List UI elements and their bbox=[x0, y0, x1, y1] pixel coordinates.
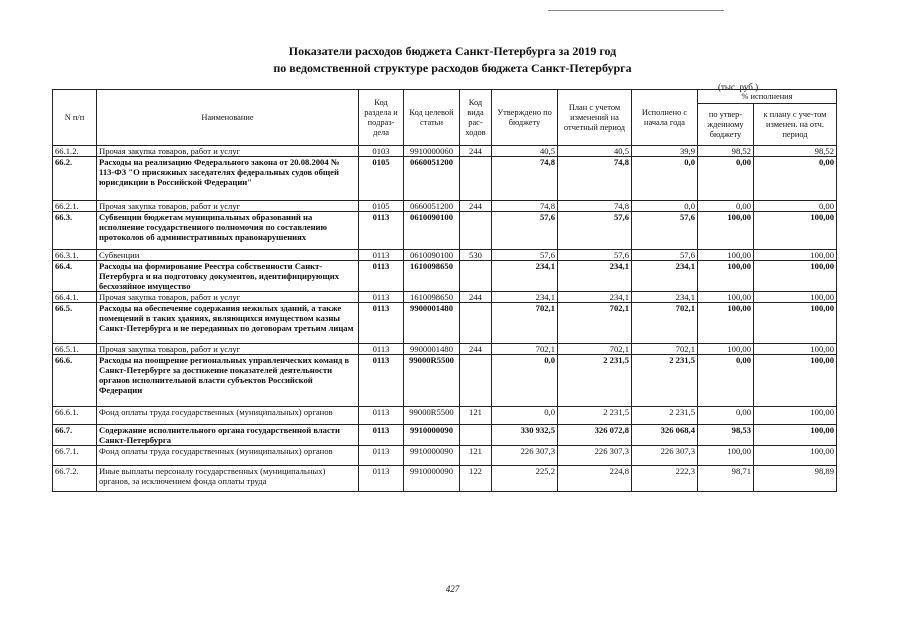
row-pct-approved: 100,00 bbox=[698, 212, 754, 250]
header-plan: План с учетом изменений на отчетный период bbox=[558, 90, 632, 146]
row-name: Прочая закупка товаров, работ и услуг bbox=[97, 292, 359, 303]
table-row bbox=[53, 212, 837, 250]
row-executed: 0,0 bbox=[632, 201, 698, 212]
row-executed: 0,0 bbox=[632, 157, 698, 201]
row-target: 9910000090 bbox=[404, 466, 460, 492]
row-vid bbox=[460, 212, 492, 250]
row-razdel: 0113 bbox=[359, 466, 404, 492]
row-executed: 2 231,5 bbox=[632, 407, 698, 425]
row-pct-approved: 100,00 bbox=[698, 292, 754, 303]
row-num: 66.7. bbox=[53, 425, 97, 446]
row-vid bbox=[460, 261, 492, 292]
row-num: 66.2.1. bbox=[53, 201, 97, 212]
row-plan: 74,8 bbox=[558, 157, 632, 201]
row-plan: 2 231,5 bbox=[558, 407, 632, 425]
row-pct-plan: 100,00 bbox=[754, 344, 837, 355]
header-pct-plan: к плану с уче-том изменен. на отч. период bbox=[754, 104, 837, 146]
row-razdel: 0105 bbox=[359, 157, 404, 201]
row-target: 9900001480 bbox=[404, 344, 460, 355]
row-razdel: 0113 bbox=[359, 425, 404, 446]
page-number: 427 bbox=[445, 584, 460, 594]
row-razdel: 0103 bbox=[359, 146, 404, 157]
row-approved: 226 307,3 bbox=[492, 446, 558, 466]
row-pct-plan: 100,00 bbox=[754, 261, 837, 292]
row-num: 66.4.1. bbox=[53, 292, 97, 303]
row-approved: 0,0 bbox=[492, 355, 558, 407]
row-target: 9910000060 bbox=[404, 146, 460, 157]
row-razdel: 0105 bbox=[359, 201, 404, 212]
row-vid: 121 bbox=[460, 407, 492, 425]
table-row bbox=[53, 250, 837, 261]
row-pct-approved: 100,00 bbox=[698, 446, 754, 466]
table-row bbox=[53, 355, 837, 407]
row-num: 66.1.2. bbox=[53, 146, 97, 157]
units-label: (тыс. руб.) bbox=[718, 82, 759, 92]
row-executed: 226 307,3 bbox=[632, 446, 698, 466]
row-razdel: 0113 bbox=[359, 250, 404, 261]
row-name: Расходы на поощрение региональных управленческих команд в Санкт-Петербурге за достижение показателей деятельности органов исполнительной власти субъектов Российской Федерации bbox=[97, 355, 359, 407]
row-executed: 2 231,5 bbox=[632, 355, 698, 407]
row-executed: 234,1 bbox=[632, 261, 698, 292]
table-row bbox=[53, 446, 837, 466]
row-num: 66.5.1. bbox=[53, 344, 97, 355]
row-executed: 57,6 bbox=[632, 250, 698, 261]
row-vid bbox=[460, 355, 492, 407]
table-row bbox=[53, 157, 837, 201]
row-pct-plan: 100,00 bbox=[754, 292, 837, 303]
row-executed: 222,3 bbox=[632, 466, 698, 492]
row-plan: 702,1 bbox=[558, 303, 632, 344]
header-approved: Утверждено по бюджету bbox=[492, 90, 558, 146]
row-vid: 244 bbox=[460, 201, 492, 212]
row-approved: 234,1 bbox=[492, 292, 558, 303]
row-plan: 57,6 bbox=[558, 250, 632, 261]
row-approved: 225,2 bbox=[492, 466, 558, 492]
row-pct-plan: 100,00 bbox=[754, 407, 837, 425]
header-target: Код целевой статьи bbox=[404, 90, 460, 146]
row-name: Расходы на реализацию Федерального закона от 20.08.2004 № 113-ФЗ "О присяжных заседателях федеральных судов общей юрисдикции в Российской Федерации" bbox=[97, 157, 359, 201]
row-pct-approved: 0,00 bbox=[698, 201, 754, 212]
row-plan: 702,1 bbox=[558, 344, 632, 355]
row-approved: 702,1 bbox=[492, 303, 558, 344]
row-target: 9910000090 bbox=[404, 446, 460, 466]
table-row bbox=[53, 201, 837, 212]
row-vid bbox=[460, 303, 492, 344]
row-executed: 702,1 bbox=[632, 344, 698, 355]
row-num: 66.3.1. bbox=[53, 250, 97, 261]
row-plan: 234,1 bbox=[558, 292, 632, 303]
header-num: N п/п bbox=[53, 90, 97, 146]
row-target: 0660051200 bbox=[404, 201, 460, 212]
row-approved: 57,6 bbox=[492, 250, 558, 261]
row-plan: 74,8 bbox=[558, 201, 632, 212]
row-num: 66.3. bbox=[53, 212, 97, 250]
row-num: 66.2. bbox=[53, 157, 97, 201]
row-plan: 226 307,3 bbox=[558, 446, 632, 466]
row-num: 66.5. bbox=[53, 303, 97, 344]
header-pct-approved: по утвер-жденному бюджету bbox=[698, 104, 754, 146]
row-razdel: 0113 bbox=[359, 212, 404, 250]
row-num: 66.6. bbox=[53, 355, 97, 407]
row-vid: 121 bbox=[460, 446, 492, 466]
row-name: Субвенции бюджетам муниципальных образований на исполнение государственного полномочия по составлению протоколов об административных правонарушениях bbox=[97, 212, 359, 250]
row-name: Фонд оплаты труда государственных (муниципальных) органов bbox=[97, 446, 359, 466]
row-name: Расходы на обеспечение содержания нежилых зданий, а также помещений в таких зданиях, являющихся имуществом казны Санкт-Петербурга и не переданных по договорам третьим лицам bbox=[97, 303, 359, 344]
row-vid bbox=[460, 157, 492, 201]
row-target: 9910000090 bbox=[404, 425, 460, 446]
row-target: 0610090100 bbox=[404, 250, 460, 261]
header-executed: Исполнено с начала года bbox=[632, 90, 698, 146]
header-vid: Код вида рас-ходов bbox=[460, 90, 492, 146]
row-name: Фонд оплаты труда государственных (муниципальных) органов bbox=[97, 407, 359, 425]
top-rule bbox=[548, 10, 724, 11]
row-vid: 530 bbox=[460, 250, 492, 261]
row-razdel: 0113 bbox=[359, 446, 404, 466]
row-approved: 74,8 bbox=[492, 157, 558, 201]
row-pct-approved: 0,00 bbox=[698, 157, 754, 201]
row-plan: 40,5 bbox=[558, 146, 632, 157]
row-pct-plan: 98,89 bbox=[754, 466, 837, 492]
row-vid: 244 bbox=[460, 344, 492, 355]
row-razdel: 0113 bbox=[359, 344, 404, 355]
row-razdel: 0113 bbox=[359, 261, 404, 292]
row-vid bbox=[460, 425, 492, 446]
report-title-line-2: по ведомственной структуре расходов бюджета Санкт-Петербурга bbox=[273, 61, 632, 75]
row-name: Прочая закупка товаров, работ и услуг bbox=[97, 146, 359, 157]
header-razdel: Код раздела и подраз-дела bbox=[359, 90, 404, 146]
table-row bbox=[53, 292, 837, 303]
row-pct-approved: 0,00 bbox=[698, 407, 754, 425]
row-plan: 234,1 bbox=[558, 261, 632, 292]
row-pct-plan: 100,00 bbox=[754, 250, 837, 261]
table-row bbox=[53, 425, 837, 446]
row-razdel: 0113 bbox=[359, 407, 404, 425]
row-approved: 57,6 bbox=[492, 212, 558, 250]
row-pct-approved: 98,52 bbox=[698, 146, 754, 157]
row-vid: 244 bbox=[460, 292, 492, 303]
row-approved: 234,1 bbox=[492, 261, 558, 292]
table-row bbox=[53, 303, 837, 344]
row-target: 0610090100 bbox=[404, 212, 460, 250]
row-executed: 39,9 bbox=[632, 146, 698, 157]
row-name: Прочая закупка товаров, работ и услуг bbox=[97, 344, 359, 355]
row-target: 9900001480 bbox=[404, 303, 460, 344]
row-pct-approved: 0,00 bbox=[698, 355, 754, 407]
row-plan: 2 231,5 bbox=[558, 355, 632, 407]
row-razdel: 0113 bbox=[359, 303, 404, 344]
row-approved: 74,8 bbox=[492, 201, 558, 212]
row-executed: 702,1 bbox=[632, 303, 698, 344]
table-row bbox=[53, 344, 837, 355]
table-row bbox=[53, 466, 837, 492]
row-vid: 244 bbox=[460, 146, 492, 157]
row-plan: 326 072,8 bbox=[558, 425, 632, 446]
table-row bbox=[53, 146, 837, 157]
row-target: 99000R5500 bbox=[404, 355, 460, 407]
row-num: 66.6.1. bbox=[53, 407, 97, 425]
row-pct-approved: 100,00 bbox=[698, 344, 754, 355]
row-executed: 57,6 bbox=[632, 212, 698, 250]
row-pct-plan: 100,00 bbox=[754, 212, 837, 250]
row-approved: 0,0 bbox=[492, 407, 558, 425]
row-vid: 122 bbox=[460, 466, 492, 492]
row-pct-plan: 98,52 bbox=[754, 146, 837, 157]
row-pct-plan: 0,00 bbox=[754, 201, 837, 212]
row-approved: 702,1 bbox=[492, 344, 558, 355]
row-num: 66.7.1. bbox=[53, 446, 97, 466]
row-pct-plan: 0,00 bbox=[754, 157, 837, 201]
row-pct-approved: 98,71 bbox=[698, 466, 754, 492]
table-row bbox=[53, 261, 837, 292]
row-executed: 326 068,4 bbox=[632, 425, 698, 446]
row-razdel: 0113 bbox=[359, 292, 404, 303]
row-target: 0660051200 bbox=[404, 157, 460, 201]
row-name: Иные выплаты персоналу государственных (муниципальных) органов, за исключением фонда оплаты труда bbox=[97, 466, 359, 492]
header-pct: % исполнения bbox=[698, 90, 837, 104]
row-num: 66.4. bbox=[53, 261, 97, 292]
row-pct-plan: 100,00 bbox=[754, 425, 837, 446]
row-pct-plan: 100,00 bbox=[754, 355, 837, 407]
row-plan: 224,8 bbox=[558, 466, 632, 492]
row-name: Субвенции bbox=[97, 250, 359, 261]
header-name: Наименование bbox=[97, 90, 359, 146]
row-num: 66.7.2. bbox=[53, 466, 97, 492]
row-razdel: 0113 bbox=[359, 355, 404, 407]
row-pct-approved: 100,00 bbox=[698, 303, 754, 344]
row-target: 99000R5500 bbox=[404, 407, 460, 425]
report-title-line-1: Показатели расходов бюджета Санкт-Петербурга за 2019 год bbox=[288, 44, 617, 58]
row-executed: 234,1 bbox=[632, 292, 698, 303]
expenditure-table bbox=[52, 89, 837, 492]
row-name: Расходы на формирование Реестра собственности Санкт-Петербурга и на подготовку документов, идентифицирующих бесхозяйное имущество bbox=[97, 261, 359, 292]
row-approved: 40,5 bbox=[492, 146, 558, 157]
row-name: Содержание исполнительного органа государственной власти Санкт-Петербурга bbox=[97, 425, 359, 446]
row-approved: 330 932,5 bbox=[492, 425, 558, 446]
row-target: 1610098650 bbox=[404, 261, 460, 292]
row-pct-plan: 100,00 bbox=[754, 446, 837, 466]
row-pct-plan: 100,00 bbox=[754, 303, 837, 344]
row-plan: 57,6 bbox=[558, 212, 632, 250]
row-pct-approved: 100,00 bbox=[698, 261, 754, 292]
table-row bbox=[53, 407, 837, 425]
row-target: 1610098650 bbox=[404, 292, 460, 303]
row-name: Прочая закупка товаров, работ и услуг bbox=[97, 201, 359, 212]
row-pct-approved: 100,00 bbox=[698, 250, 754, 261]
row-pct-approved: 98,53 bbox=[698, 425, 754, 446]
